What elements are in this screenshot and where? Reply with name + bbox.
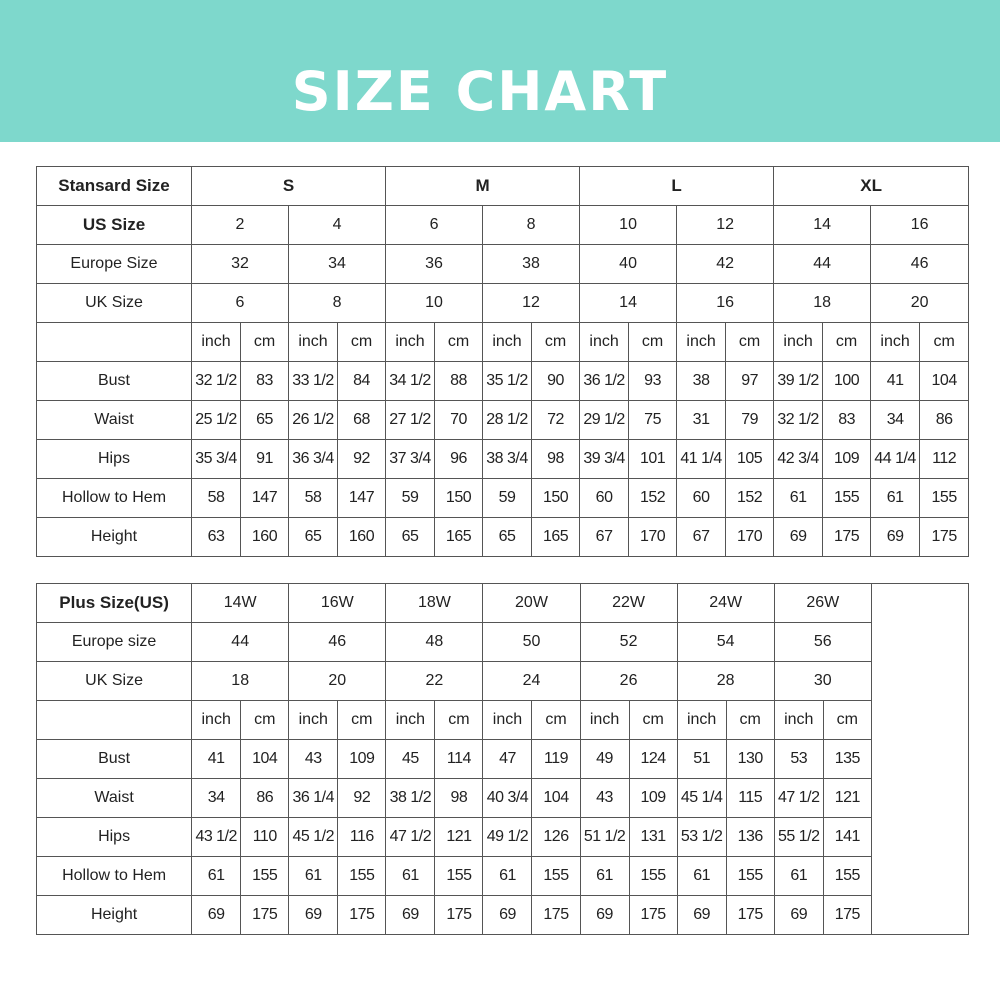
unit-inch-cell: inch — [774, 323, 823, 362]
unit-row-label — [37, 323, 192, 362]
europe-size-label: Europe Size — [37, 245, 192, 284]
measurement-value: 39 1/2 — [774, 362, 823, 401]
plus-unit-row — [37, 701, 969, 740]
measurement-value: 61 — [774, 857, 823, 896]
uk-size-cell: 20 — [871, 284, 969, 323]
measurement-value: 68 — [338, 401, 386, 440]
europe-size-cell: 40 — [580, 245, 677, 284]
measurement-value: 72 — [532, 401, 580, 440]
measurement-value: 88 — [435, 362, 483, 401]
measurement-value: 53 — [774, 740, 823, 779]
measurement-label: Hollow to Hem — [37, 479, 192, 518]
measurement-label: Height — [37, 896, 192, 935]
uk-size-row — [37, 284, 969, 323]
measurement-value: 58 — [192, 479, 241, 518]
measurement-value: 175 — [920, 518, 969, 557]
measurement-value: 97 — [726, 362, 774, 401]
measurement-value: 60 — [580, 479, 629, 518]
europe-size-cell: 42 — [677, 245, 774, 284]
measurement-label: Waist — [37, 779, 192, 818]
measurement-value: 91 — [241, 440, 289, 479]
unit-cm-cell: cm — [726, 701, 774, 740]
uk-size-cell: 28 — [677, 662, 774, 701]
europe-size-cell: 54 — [677, 623, 774, 662]
measurement-value: 61 — [192, 857, 241, 896]
size-group-cell: XL — [774, 167, 969, 206]
unit-cm-cell: cm — [823, 323, 871, 362]
unit-inch-cell: inch — [192, 323, 241, 362]
measurement-value: 79 — [726, 401, 774, 440]
measurement-value: 112 — [920, 440, 969, 479]
plus-size-cell: 18W — [386, 584, 483, 623]
measurement-value: 31 — [677, 401, 726, 440]
standard-size-row — [37, 167, 969, 206]
measurement-value: 61 — [871, 479, 920, 518]
measurement-value: 175 — [823, 518, 871, 557]
measurement-value: 101 — [629, 440, 677, 479]
uk-size-cell: 14 — [580, 284, 677, 323]
measurement-value: 92 — [338, 440, 386, 479]
measurement-value: 47 — [483, 740, 532, 779]
us-size-label: US Size — [37, 206, 192, 245]
measurement-value: 37 3/4 — [386, 440, 435, 479]
uk-size-cell: 18 — [192, 662, 289, 701]
measurement-value: 165 — [435, 518, 483, 557]
measurement-value: 65 — [483, 518, 532, 557]
unit-inch-cell: inch — [580, 701, 629, 740]
measurement-value: 69 — [774, 896, 823, 935]
measurement-value: 51 1/2 — [580, 818, 629, 857]
measurement-value: 32 1/2 — [774, 401, 823, 440]
unit-row — [37, 323, 969, 362]
measurement-label: Waist — [37, 401, 192, 440]
measurement-label: Bust — [37, 740, 192, 779]
europe-size-cell: 46 — [289, 623, 386, 662]
measurement-value: 61 — [774, 479, 823, 518]
unit-cm-cell: cm — [532, 323, 580, 362]
measurement-value: 141 — [823, 818, 871, 857]
plus-size-row — [37, 584, 969, 623]
measurement-value: 42 3/4 — [774, 440, 823, 479]
unit-inch-cell: inch — [483, 701, 532, 740]
measurement-value: 175 — [726, 896, 774, 935]
measurement-value: 90 — [532, 362, 580, 401]
uk-size-cell: 18 — [774, 284, 871, 323]
measurement-value: 26 1/2 — [289, 401, 338, 440]
measurement-value: 43 — [289, 740, 338, 779]
measurement-value: 35 1/2 — [483, 362, 532, 401]
measurement-value: 155 — [629, 857, 677, 896]
us-size-cell: 8 — [483, 206, 580, 245]
europe-size-cell: 36 — [386, 245, 483, 284]
measurement-value: 45 1/4 — [677, 779, 726, 818]
measurement-value: 109 — [629, 779, 677, 818]
measurement-value: 41 — [871, 362, 920, 401]
uk-size-cell: 22 — [386, 662, 483, 701]
measurement-value: 32 1/2 — [192, 362, 241, 401]
us-size-row — [37, 206, 969, 245]
unit-inch-cell: inch — [580, 323, 629, 362]
measurement-value: 131 — [629, 818, 677, 857]
measurement-value: 69 — [386, 896, 435, 935]
measurement-value: 155 — [823, 479, 871, 518]
measurement-value: 69 — [677, 896, 726, 935]
plus-europe-size-row — [37, 623, 969, 662]
measurement-value: 175 — [241, 896, 289, 935]
measurement-value: 36 1/4 — [289, 779, 338, 818]
europe-size-row — [37, 245, 969, 284]
page-title: SIZE CHART — [291, 60, 669, 123]
measurement-value: 58 — [289, 479, 338, 518]
unit-inch-cell: inch — [677, 701, 726, 740]
plus-size-cell: 16W — [289, 584, 386, 623]
measurement-value: 65 — [289, 518, 338, 557]
measurement-value: 155 — [726, 857, 774, 896]
measurement-value: 155 — [920, 479, 969, 518]
measurement-row — [37, 818, 969, 857]
measurement-value: 29 1/2 — [580, 401, 629, 440]
measurement-value: 98 — [532, 440, 580, 479]
us-size-cell: 2 — [192, 206, 289, 245]
unit-cm-cell: cm — [823, 701, 871, 740]
plus-size-cell: 14W — [192, 584, 289, 623]
measurement-value: 55 1/2 — [774, 818, 823, 857]
measurement-row — [37, 857, 969, 896]
measurement-value: 105 — [726, 440, 774, 479]
measurement-value: 155 — [435, 857, 483, 896]
uk-size-cell: 26 — [580, 662, 677, 701]
europe-size-cell: 48 — [386, 623, 483, 662]
measurement-value: 38 3/4 — [483, 440, 532, 479]
unit-inch-cell: inch — [289, 323, 338, 362]
europe-size-cell: 44 — [192, 623, 289, 662]
measurement-value: 63 — [192, 518, 241, 557]
measurement-value: 136 — [726, 818, 774, 857]
measurement-value: 150 — [435, 479, 483, 518]
standard-size-table — [36, 166, 969, 557]
measurement-value: 41 — [192, 740, 241, 779]
measurement-value: 147 — [241, 479, 289, 518]
measurement-value: 45 1/2 — [289, 818, 338, 857]
measurement-row — [37, 779, 969, 818]
size-group-cell: S — [192, 167, 386, 206]
unit-inch-cell: inch — [774, 701, 823, 740]
plus-uk-size-row — [37, 662, 969, 701]
plus-size-cell: 20W — [483, 584, 580, 623]
measurement-value: 49 — [580, 740, 629, 779]
measurement-value: 45 — [386, 740, 435, 779]
measurement-value: 114 — [435, 740, 483, 779]
unit-inch-cell: inch — [677, 323, 726, 362]
measurement-value: 96 — [435, 440, 483, 479]
europe-size-cell: 38 — [483, 245, 580, 284]
unit-inch-cell: inch — [192, 701, 241, 740]
measurement-value: 49 1/2 — [483, 818, 532, 857]
measurement-value: 165 — [532, 518, 580, 557]
measurement-value: 39 3/4 — [580, 440, 629, 479]
unit-inch-cell: inch — [483, 323, 532, 362]
measurement-value: 60 — [677, 479, 726, 518]
unit-cm-cell: cm — [726, 323, 774, 362]
europe-size-cell: 50 — [483, 623, 580, 662]
measurement-value: 150 — [532, 479, 580, 518]
measurement-label: Height — [37, 518, 192, 557]
uk-size-label: UK Size — [37, 662, 192, 701]
measurement-value: 104 — [532, 779, 580, 818]
us-size-cell: 10 — [580, 206, 677, 245]
measurement-row — [37, 401, 969, 440]
uk-size-cell: 8 — [289, 284, 386, 323]
measurement-value: 100 — [823, 362, 871, 401]
measurement-value: 84 — [338, 362, 386, 401]
measurement-value: 59 — [386, 479, 435, 518]
measurement-value: 67 — [677, 518, 726, 557]
unit-cm-cell: cm — [338, 323, 386, 362]
measurement-value: 65 — [386, 518, 435, 557]
unit-row-label — [37, 701, 192, 740]
plus-size-label: Plus Size(US) — [37, 584, 192, 623]
standard-size-label: Stansard Size — [37, 167, 192, 206]
measurement-value: 115 — [726, 779, 774, 818]
measurement-value: 25 1/2 — [192, 401, 241, 440]
measurement-value: 152 — [726, 479, 774, 518]
measurement-row — [37, 896, 969, 935]
measurement-value: 104 — [241, 740, 289, 779]
unit-cm-cell: cm — [920, 323, 969, 362]
unit-inch-cell: inch — [386, 701, 435, 740]
measurement-value: 170 — [726, 518, 774, 557]
measurement-value: 152 — [629, 479, 677, 518]
us-size-cell: 14 — [774, 206, 871, 245]
europe-size-cell: 32 — [192, 245, 289, 284]
measurement-label: Hips — [37, 818, 192, 857]
measurement-value: 36 3/4 — [289, 440, 338, 479]
measurement-value: 119 — [532, 740, 580, 779]
measurement-value: 121 — [823, 779, 871, 818]
size-group-cell: M — [386, 167, 580, 206]
uk-size-label: UK Size — [37, 284, 192, 323]
unit-cm-cell: cm — [435, 323, 483, 362]
measurement-value: 44 1/4 — [871, 440, 920, 479]
unit-cm-cell: cm — [629, 701, 677, 740]
measurement-value: 61 — [289, 857, 338, 896]
unit-cm-cell: cm — [241, 701, 289, 740]
measurement-row — [37, 479, 969, 518]
uk-size-cell: 20 — [289, 662, 386, 701]
measurement-value: 69 — [871, 518, 920, 557]
measurement-value: 69 — [774, 518, 823, 557]
europe-size-cell: 34 — [289, 245, 386, 284]
measurement-value: 104 — [920, 362, 969, 401]
measurement-value: 92 — [338, 779, 386, 818]
measurement-value: 41 1/4 — [677, 440, 726, 479]
measurement-value: 38 1/2 — [386, 779, 435, 818]
measurement-value: 59 — [483, 479, 532, 518]
measurement-label: Bust — [37, 362, 192, 401]
measurement-value: 43 — [580, 779, 629, 818]
plus-size-cell: 26W — [774, 584, 871, 623]
us-size-cell: 6 — [386, 206, 483, 245]
measurement-value: 160 — [338, 518, 386, 557]
measurement-value: 53 1/2 — [677, 818, 726, 857]
measurement-value: 28 1/2 — [483, 401, 532, 440]
measurement-value: 116 — [338, 818, 386, 857]
measurement-value: 86 — [920, 401, 969, 440]
measurement-value: 121 — [435, 818, 483, 857]
measurement-label: Hollow to Hem — [37, 857, 192, 896]
measurement-value: 34 1/2 — [386, 362, 435, 401]
measurement-value: 155 — [338, 857, 386, 896]
measurement-value: 155 — [241, 857, 289, 896]
measurement-label: Hips — [37, 440, 192, 479]
measurement-value: 75 — [629, 401, 677, 440]
measurement-value: 43 1/2 — [192, 818, 241, 857]
measurement-value: 69 — [483, 896, 532, 935]
plus-size-table — [36, 583, 969, 935]
measurement-value: 33 1/2 — [289, 362, 338, 401]
europe-size-cell: 44 — [774, 245, 871, 284]
unit-cm-cell: cm — [338, 701, 386, 740]
measurement-value: 130 — [726, 740, 774, 779]
europe-size-cell: 46 — [871, 245, 969, 284]
measurement-row — [37, 518, 969, 557]
measurement-value: 135 — [823, 740, 871, 779]
measurement-value: 70 — [435, 401, 483, 440]
measurement-value: 47 1/2 — [774, 779, 823, 818]
uk-size-cell: 16 — [677, 284, 774, 323]
measurement-value: 155 — [823, 857, 871, 896]
us-size-cell: 16 — [871, 206, 969, 245]
uk-size-cell: 12 — [483, 284, 580, 323]
measurement-value: 47 1/2 — [386, 818, 435, 857]
uk-size-cell: 30 — [774, 662, 871, 701]
blank-area — [871, 584, 968, 935]
unit-cm-cell: cm — [629, 323, 677, 362]
measurement-value: 35 3/4 — [192, 440, 241, 479]
unit-cm-cell: cm — [241, 323, 289, 362]
measurement-value: 83 — [241, 362, 289, 401]
measurement-value: 98 — [435, 779, 483, 818]
measurement-value: 170 — [629, 518, 677, 557]
unit-cm-cell: cm — [532, 701, 580, 740]
measurement-value: 124 — [629, 740, 677, 779]
plus-size-cell: 24W — [677, 584, 774, 623]
measurement-value: 67 — [580, 518, 629, 557]
measurement-value: 69 — [580, 896, 629, 935]
measurement-value: 175 — [435, 896, 483, 935]
measurement-value: 175 — [629, 896, 677, 935]
measurement-value: 175 — [823, 896, 871, 935]
measurement-value: 38 — [677, 362, 726, 401]
measurement-row — [37, 362, 969, 401]
europe-size-cell: 56 — [774, 623, 871, 662]
measurement-value: 83 — [823, 401, 871, 440]
measurement-value: 69 — [192, 896, 241, 935]
measurement-value: 175 — [338, 896, 386, 935]
measurement-value: 155 — [532, 857, 580, 896]
uk-size-cell: 10 — [386, 284, 483, 323]
measurement-value: 110 — [241, 818, 289, 857]
measurement-value: 34 — [871, 401, 920, 440]
us-size-cell: 12 — [677, 206, 774, 245]
measurement-value: 61 — [483, 857, 532, 896]
measurement-row — [37, 740, 969, 779]
measurement-value: 65 — [241, 401, 289, 440]
plus-size-cell: 22W — [580, 584, 677, 623]
measurement-value: 86 — [241, 779, 289, 818]
measurement-value: 40 3/4 — [483, 779, 532, 818]
measurement-value: 160 — [241, 518, 289, 557]
measurement-value: 34 — [192, 779, 241, 818]
uk-size-cell: 6 — [192, 284, 289, 323]
measurement-value: 126 — [532, 818, 580, 857]
measurement-value: 147 — [338, 479, 386, 518]
header-banner — [0, 0, 1000, 142]
measurement-value: 61 — [580, 857, 629, 896]
us-size-cell: 4 — [289, 206, 386, 245]
measurement-value: 109 — [338, 740, 386, 779]
europe-size-cell: 52 — [580, 623, 677, 662]
measurement-value: 109 — [823, 440, 871, 479]
measurement-row — [37, 440, 969, 479]
unit-cm-cell: cm — [435, 701, 483, 740]
measurement-value: 27 1/2 — [386, 401, 435, 440]
uk-size-cell: 24 — [483, 662, 580, 701]
measurement-value: 51 — [677, 740, 726, 779]
unit-inch-cell: inch — [871, 323, 920, 362]
measurement-value: 61 — [386, 857, 435, 896]
measurement-value: 69 — [289, 896, 338, 935]
europe-size-label: Europe size — [37, 623, 192, 662]
size-group-cell: L — [580, 167, 774, 206]
measurement-value: 93 — [629, 362, 677, 401]
measurement-value: 61 — [677, 857, 726, 896]
unit-inch-cell: inch — [386, 323, 435, 362]
measurement-value: 175 — [532, 896, 580, 935]
measurement-value: 36 1/2 — [580, 362, 629, 401]
unit-inch-cell: inch — [289, 701, 338, 740]
